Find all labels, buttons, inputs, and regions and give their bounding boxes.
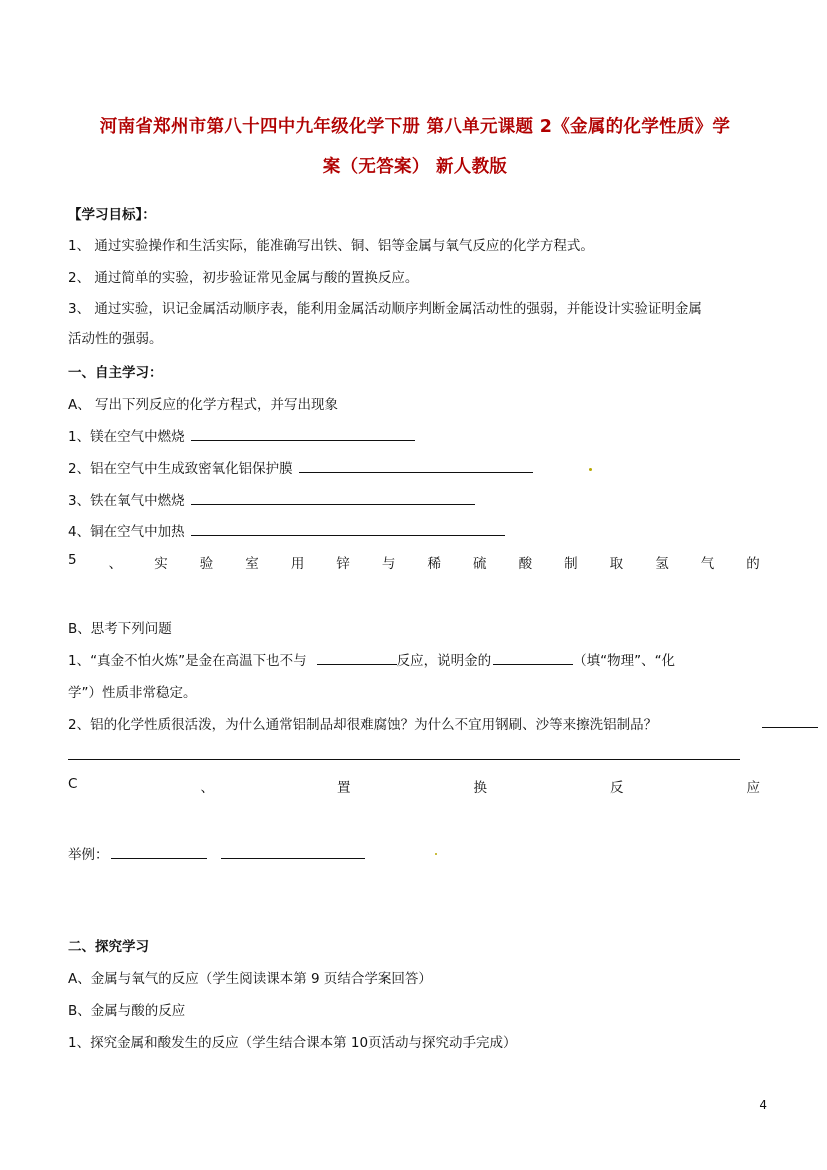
question-a1-text: 1、镁在空气中燃烧 [68, 429, 185, 445]
section-2-line-1: 1、探究金属和酸发生的反应（学生结合课本第 10页活动与探究动手完成） [68, 1035, 517, 1051]
objective-item-3: 3、 通过实验，识记金属活动顺序表，能利用金属活动顺序判断金属活动性的强弱，并能设计实验证明金属 [68, 301, 702, 317]
part-a-instruction: A、 写出下列反应的化学方程式，并写出现象 [68, 397, 339, 413]
question-b2 [68, 713, 657, 733]
question-a2 [68, 457, 533, 477]
stray-mark [589, 468, 592, 471]
page-number: 4 [759, 1098, 767, 1112]
a5-char: 锌 [336, 556, 350, 572]
question-b1-text-3: （填“物理”、“化 [573, 653, 676, 669]
question-a4 [68, 520, 505, 540]
question-b1-continued: 学”）性质非常稳定。 [68, 685, 197, 701]
document-title-line-2: 案（无答案） 新人教版 [322, 157, 508, 177]
a5-char: 稀 [427, 556, 441, 572]
a5-char: 室 [245, 556, 259, 572]
part-c-char: 、 [200, 780, 214, 796]
a5-char: 实 [154, 556, 168, 572]
part-c-heading-justified [68, 776, 760, 796]
answer-blank-a1[interactable] [191, 427, 415, 441]
example-label: 举例： [68, 847, 109, 863]
section-2-line-b: B、金属与酸的反应 [68, 1003, 186, 1019]
objective-item-1: 1、 通过实验操作和生活实际，能准确写出铁、铜、铝等金属与氧气反应的化学方程式。 [68, 238, 594, 254]
a5-char: 制 [564, 556, 578, 572]
question-a2-text: 2、铝在空气中生成致密氧化铝保护膜 [68, 461, 293, 477]
question-b1 [68, 649, 675, 669]
a5-char: 的 [746, 556, 760, 572]
question-b2-text: 2、铝的化学性质很活泼，为什么通常铝制品却很难腐蚀？为什么不宜用钢刷、沙等来擦洗铝制品？ [68, 717, 658, 733]
part-b-heading: B、思考下列问题 [68, 621, 172, 637]
question-a3-text: 3、铁在氧气中燃烧 [68, 493, 185, 509]
answer-blank-b1-1[interactable] [317, 651, 397, 665]
question-a4-text: 4、铜在空气中加热 [68, 524, 185, 540]
question-a3 [68, 489, 475, 509]
section-2-line-a: A、金属与氧气的反应（学生阅读课本第 9 页结合学案回答） [68, 971, 432, 987]
answer-blank-a3[interactable] [191, 491, 475, 505]
document-title-line-1: 河南省郑州市第八十四中九年级化学下册 第八单元课题 2《金属的化学性质》学 [99, 117, 731, 137]
answer-blank-a4[interactable] [191, 522, 505, 536]
section-2-heading: 二、探究学习 [68, 939, 149, 955]
stray-mark [435, 853, 437, 855]
objectives-heading: 【学习目标】： [68, 207, 156, 223]
a5-char: 气 [700, 556, 715, 572]
answer-blank-b1-2[interactable] [493, 651, 573, 665]
a5-char: 取 [609, 556, 624, 572]
answer-blank-b2-line[interactable] [68, 744, 740, 760]
part-c-char: 换 [473, 780, 487, 796]
example-line [68, 843, 365, 863]
example-blank-1[interactable] [111, 845, 207, 859]
a5-char: 、 [108, 556, 123, 572]
objective-item-2: 2、 通过简单的实验，初步验证常见金属与酸的置换反应。 [68, 270, 419, 286]
question-a5-justified [68, 552, 760, 572]
a5-char: 酸 [518, 556, 533, 572]
question-b1-text-1: 1、“真金不怕火炼”是金在高温下也不与 [68, 653, 307, 669]
part-c-char: C [68, 776, 78, 792]
part-c-char: 反 [609, 780, 624, 796]
a5-char: 5 [68, 552, 77, 568]
a5-char: 硫 [473, 556, 487, 572]
question-b1-text-2: 反应，说明金的 [396, 653, 492, 669]
a5-char: 验 [199, 556, 214, 572]
objective-item-3-continued: 活动性的强弱。 [68, 331, 163, 347]
answer-blank-b2-start[interactable] [762, 712, 818, 728]
part-c-char: 置 [336, 780, 351, 796]
part-c-char: 应 [746, 780, 760, 796]
answer-blank-a2[interactable] [299, 459, 533, 473]
a5-char: 与 [381, 556, 396, 572]
question-a1 [68, 425, 415, 445]
section-1-heading: 一、自主学习： [68, 365, 163, 381]
example-blank-2[interactable] [221, 845, 365, 859]
a5-char: 氢 [655, 556, 669, 572]
a5-char: 用 [290, 556, 305, 572]
